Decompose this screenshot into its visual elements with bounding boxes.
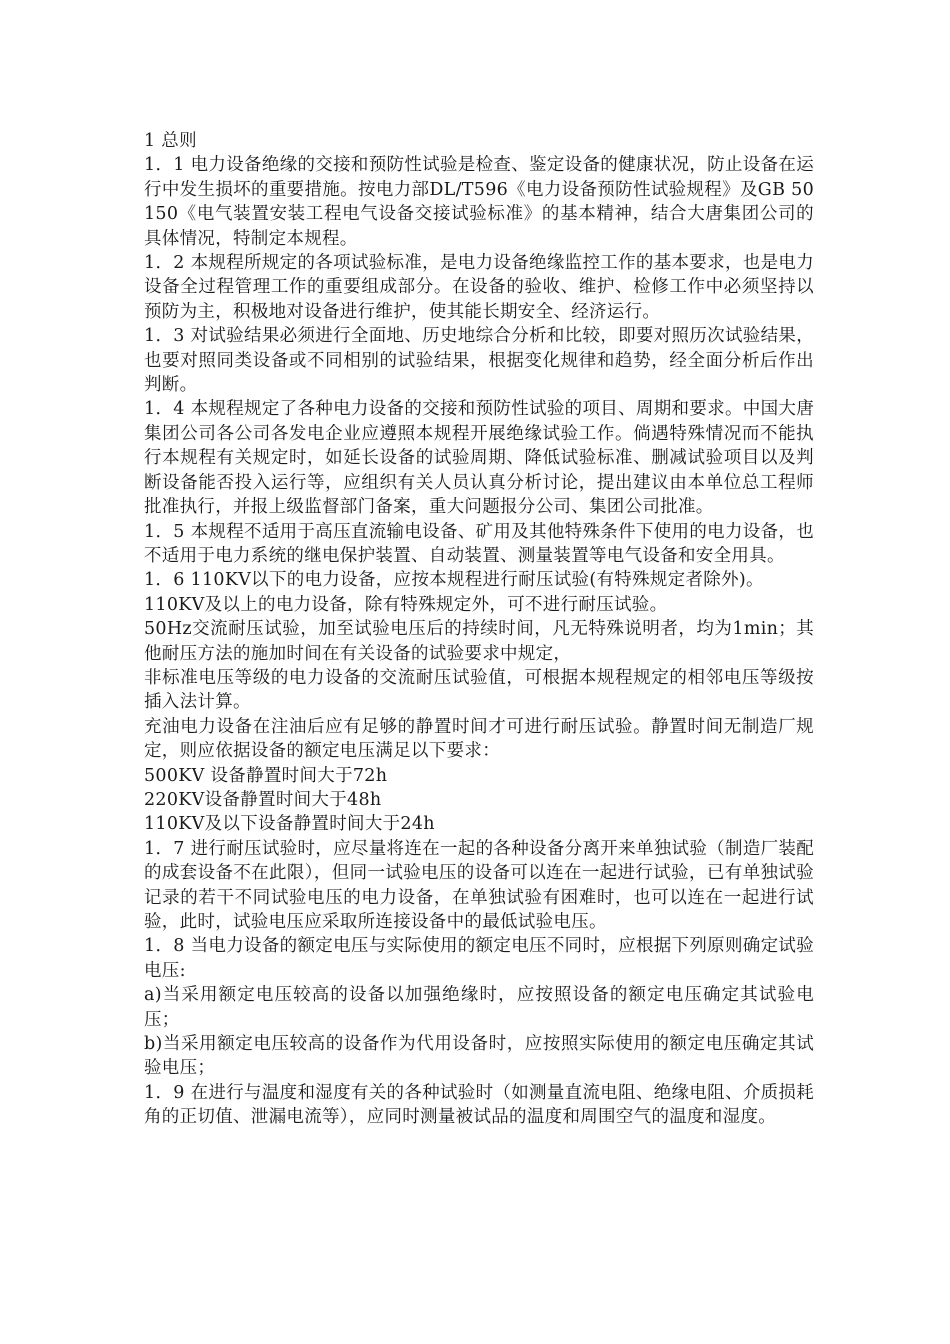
paragraph-110kv-rule: 110KV及以上的电力设备，除有特殊规定外，可不进行耐压试验。: [144, 594, 668, 615]
paragraph-50hz-rule: 50Hz交流耐压试验，加至试验电压后的持续时间，凡无特殊说明者，均为1min；其他耐压方法的施加时间在有关设备的试验要求中规定，: [144, 619, 814, 664]
section-heading: 1 总则: [144, 131, 197, 151]
paragraph-1-8-b: b)当采用额定电压较高的设备作为代用设备时，应按照实际使用的额定电压确定其试验电压；: [144, 1034, 814, 1079]
paragraph-1-3: 1．3 对试验结果必须进行全面地、历史地综合分析和比较，即要对照历次试验结果，也要对照同类设备或不同相别的试验结果，根据变化规律和趋势，经全面分析后作出判断。: [144, 326, 814, 396]
paragraph-110kv-below: 110KV及以下设备静置时间大于24h: [144, 814, 435, 835]
paragraph-1-6: 1．6 110KV以下的电力设备，应按本规程进行耐压试验(有特殊规定者除外)。: [144, 570, 764, 591]
paragraph-1-8-a: a)当采用额定电压较高的设备以加强绝缘时，应按照设备的额定电压确定其试验电压；: [144, 985, 814, 1030]
paragraph-1-1: 1．1 电力设备绝缘的交接和预防性试验是检查、鉴定设备的健康状况，防止设备在运行中发生损坏的重要措施。按电力部DL/T596《电力设备预防性试验规程》及GB 50150《电气装置安装工程电气设备交接试验标准》的基本精神，结合大唐集团公司的具体情况，特制定本规程。: [144, 155, 814, 249]
paragraph-1-4: 1．4 本规程规定了各种电力设备的交接和预防性试验的项目、周期和要求。中国大唐集团公司各公司各发电企业应遵照本规程开展绝缘试验工作。倘遇特殊情况而不能执行本规程有关规定时，如延长设备的试验周期、降低试验标准、删减试验项目以及判断设备能否投入运行等，应组织有关人员认真分析讨论，提出建议由本单位总工程师批准执行，并报上级监督部门备案，重大问题报分公司、集团公司批准。: [144, 399, 814, 518]
paragraph-500kv: 500KV 设备静置时间大于72h: [144, 765, 388, 786]
paragraph-1-7: 1．7 进行耐压试验时，应尽量将连在一起的各种设备分离开来单独试验（制造厂装配的成套设备不在此限），但同一试验电压的设备可以连在一起进行试验，已有单独试验记录的若干不同试验电压的电力设备，在单独试验有困难时，也可以连在一起进行试验，此时，试验电压应采取所连接设备中的最低试验电压。: [144, 838, 814, 932]
paragraph-oil-filled: 充油电力设备在注油后应有足够的静置时间才可进行耐压试验。静置时间无制造厂规定，则应依据设备的额定电压满足以下要求：: [144, 716, 814, 762]
paragraph-1-9: 1．9 在进行与温度和湿度有关的各种试验时（如测量直流电阻、绝缘电阻、介质损耗角的正切值、泄漏电流等），应同时测量被试品的温度和周围空气的温度和湿度。: [144, 1082, 814, 1128]
paragraph-1-5: 1．5 本规程不适用于高压直流输电设备、矿用及其他特殊条件下使用的电力设备，也不适用于电力系统的继电保护装置、自动装置、测量装置等电气设备和安全用具。: [144, 521, 814, 566]
paragraph-nonstandard-voltage: 非标准电压等级的电力设备的交流耐压试验值，可根据本规程规定的相邻电压等级按插入法计算。: [144, 667, 814, 713]
paragraph-1-2: 1．2 本规程所规定的各项试验标准，是电力设备绝缘监控工作的基本要求，也是电力设备全过程管理工作的重要组成部分。在设备的验收、维护、检修工作中必须坚持以预防为主，积极地对设备进行维护，使其能长期安全、经济运行。: [144, 253, 814, 322]
document-body: [144, 129, 814, 1130]
paragraph-220kv: 220KV设备静置时间大于48h: [144, 789, 382, 810]
paragraph-1-8: 1．8 当电力设备的额定电压与实际使用的额定电压不同时，应根据下列原则确定试验电压:: [144, 936, 814, 981]
